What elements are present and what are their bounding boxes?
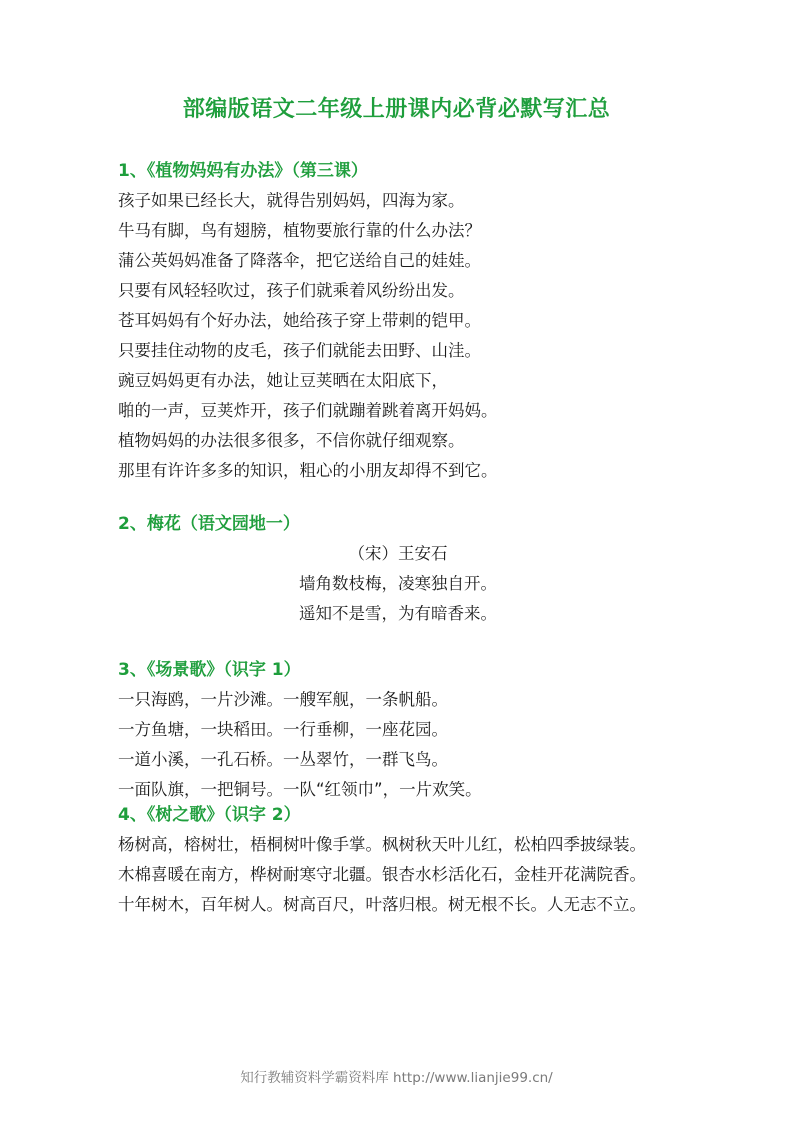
text-line: 一只海鸥，一片沙滩。一艘军舰，一条帆船。: [118, 690, 448, 709]
text-line: 一面队旗，一把铜号。一队“红领巾”，一片欢笑。: [118, 780, 482, 799]
footer-watermark: 知行教辅资料学霸资料库 http://www.lianjie99.cn/: [240, 1070, 553, 1086]
text-paragraph: 杨树高，榕树壮，梧桐树叶像手掌。枫树秋天叶儿红，松柏四季披绿装。: [118, 835, 646, 854]
poem-author: （宋）王安石: [348, 544, 448, 563]
text-line: 啪的一声，豆荚炸开，孩子们就蹦着跳着离开妈妈。: [118, 401, 498, 420]
text-paragraph: 木棉喜暖在南方，桦树耐寒守北疆。银杏水杉活化石，金桂开花满院香。: [118, 865, 646, 884]
poem-line: 墙角数枝梅，凌寒独自开。: [299, 574, 497, 593]
text-line: 孩子如果已经长大，就得告别妈妈，四海为家。: [118, 191, 465, 210]
page-title: 部编版语文二年级上册课内必背必默写汇总: [182, 97, 611, 122]
poem-line: 遥知不是雪，为有暗香来。: [299, 604, 497, 623]
section-heading: 3、《场景歌》（识字 1）: [118, 660, 301, 680]
section-tree-song: [118, 800, 688, 920]
text-line: 只要挂住动物的皮毛，孩子们就能去田野、山洼。: [118, 341, 481, 360]
section-poem-plum-blossom: [118, 509, 688, 629]
text-line: 一方鱼塘，一块稻田。一行垂柳，一座花园。: [118, 720, 448, 739]
text-line: 豌豆妈妈更有办法，她让豆荚晒在太阳底下，: [118, 371, 448, 390]
text-paragraph: 十年树木，百年树人。树高百尺，叶落归根。树无根不长。人无志不立。: [118, 895, 646, 914]
section-poem-plant-mothers: [118, 156, 688, 486]
section-scene-song: [118, 655, 688, 805]
text-line: 植物妈妈的办法很多很多，不信你就仔细观察。: [118, 431, 465, 450]
section-heading: 4、《树之歌》（识字 2）: [118, 805, 301, 825]
text-line: 只要有风轻轻吹过，孩子们就乘着风纷纷出发。: [118, 281, 465, 300]
text-line: 一道小溪，一孔石桥。一丛翠竹，一群飞鸟。: [118, 750, 448, 769]
section-heading: 1、《植物妈妈有办法》（第三课）: [118, 161, 368, 181]
text-line: 牛马有脚，鸟有翅膀，植物要旅行靠的什么办法？: [118, 221, 481, 240]
text-line: 苍耳妈妈有个好办法，她给孩子穿上带刺的铠甲。: [118, 311, 481, 330]
section-heading: 2、梅花（语文园地一）: [118, 514, 300, 534]
text-line: 蒲公英妈妈准备了降落伞，把它送给自己的娃娃。: [118, 251, 481, 270]
text-line: 那里有许许多多的知识，粗心的小朋友却得不到它。: [118, 461, 498, 480]
